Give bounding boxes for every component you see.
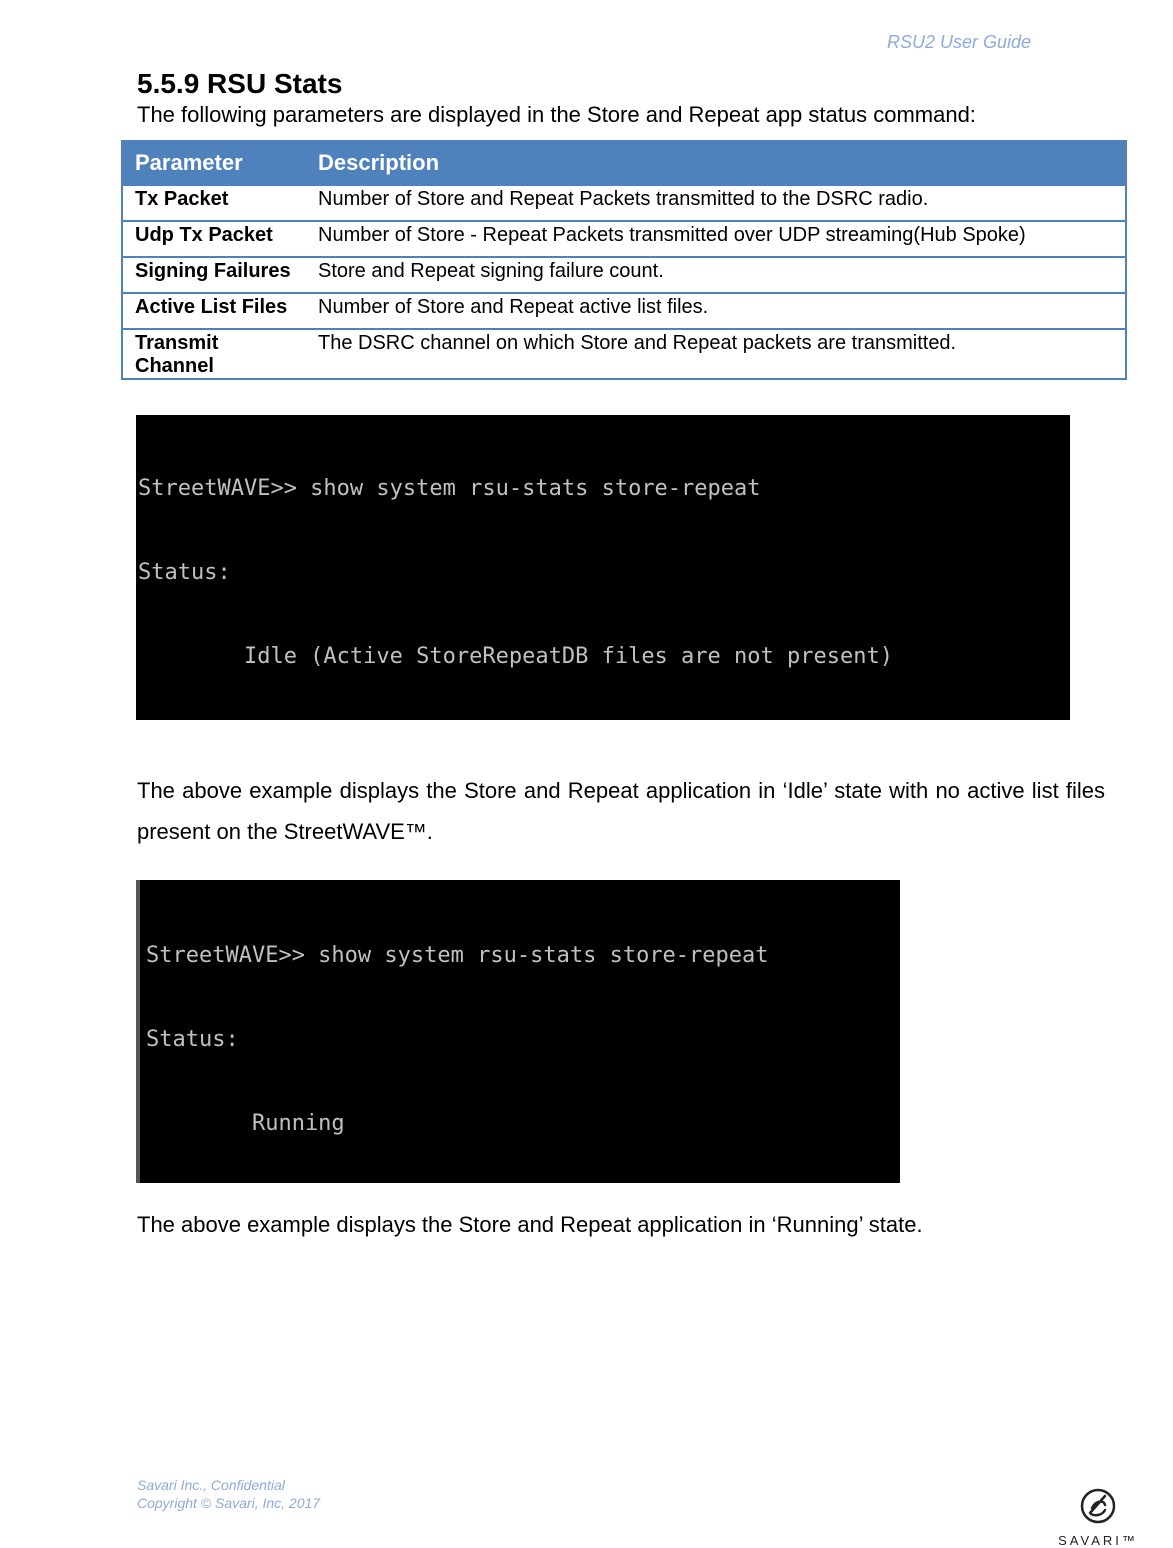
terminal-line: Status: xyxy=(138,560,231,585)
param-description: Number of Store and Repeat active list files. xyxy=(306,293,1126,329)
footer-confidential: Savari Inc., Confidential xyxy=(137,1477,285,1493)
param-name: Active List Files xyxy=(122,293,306,329)
caption-idle: The above example displays the Store and Repeat application in ‘Idle’ state with no active list files present on the StreetWAVE™. xyxy=(137,778,1105,844)
savari-logo xyxy=(1058,1486,1138,1546)
param-description: The DSRC channel on which Store and Repeat packets are transmitted. xyxy=(306,329,1126,379)
logo-text: SAVARI™ xyxy=(1058,1533,1138,1548)
table-row xyxy=(122,257,1126,293)
footer xyxy=(137,1476,320,1512)
terminal-line: Status: xyxy=(146,1027,239,1052)
column-header-parameter: Parameter xyxy=(122,141,306,185)
table-row xyxy=(122,185,1126,221)
column-header-description: Description xyxy=(306,141,1126,185)
parameter-table xyxy=(121,140,1127,380)
footer-copyright: Copyright © Savari, Inc, 2017 xyxy=(137,1495,321,1511)
caption-running: The above example displays the Store and Repeat application in ‘Running’ state. xyxy=(137,1212,923,1237)
terminal-screenshot-idle xyxy=(136,415,1070,720)
section-title: 5.5.9 RSU Stats xyxy=(137,68,343,99)
running-header: RSU2 User Guide xyxy=(887,32,1032,52)
terminal-line: StreetWAVE>> show system rsu-stats store-repeat xyxy=(146,943,769,968)
param-description: Store and Repeat signing failure count. xyxy=(306,257,1126,293)
savari-logo-icon xyxy=(1078,1486,1118,1526)
terminal-screenshot-running xyxy=(136,880,900,1183)
terminal-line: Running xyxy=(146,1111,345,1136)
intro-text: The following parameters are displayed in the Store and Repeat app status command: xyxy=(137,102,976,127)
param-name: Signing Failures xyxy=(122,257,306,293)
param-name: Udp Tx Packet xyxy=(122,221,306,257)
table-header-row xyxy=(122,141,1126,185)
table-row xyxy=(122,293,1126,329)
table-row xyxy=(122,329,1126,379)
terminal-line: StreetWAVE>> show system rsu-stats store-repeat xyxy=(138,476,761,501)
terminal-line: Idle (Active StoreRepeatDB files are not present) xyxy=(138,644,893,669)
param-description: Number of Store - Repeat Packets transmitted over UDP streaming(Hub Spoke) xyxy=(306,221,1126,257)
table-row xyxy=(122,221,1126,257)
param-name: Tx Packet xyxy=(122,185,306,221)
param-name: Transmit Channel xyxy=(122,329,306,379)
param-description: Number of Store and Repeat Packets transmitted to the DSRC radio. xyxy=(306,185,1126,221)
